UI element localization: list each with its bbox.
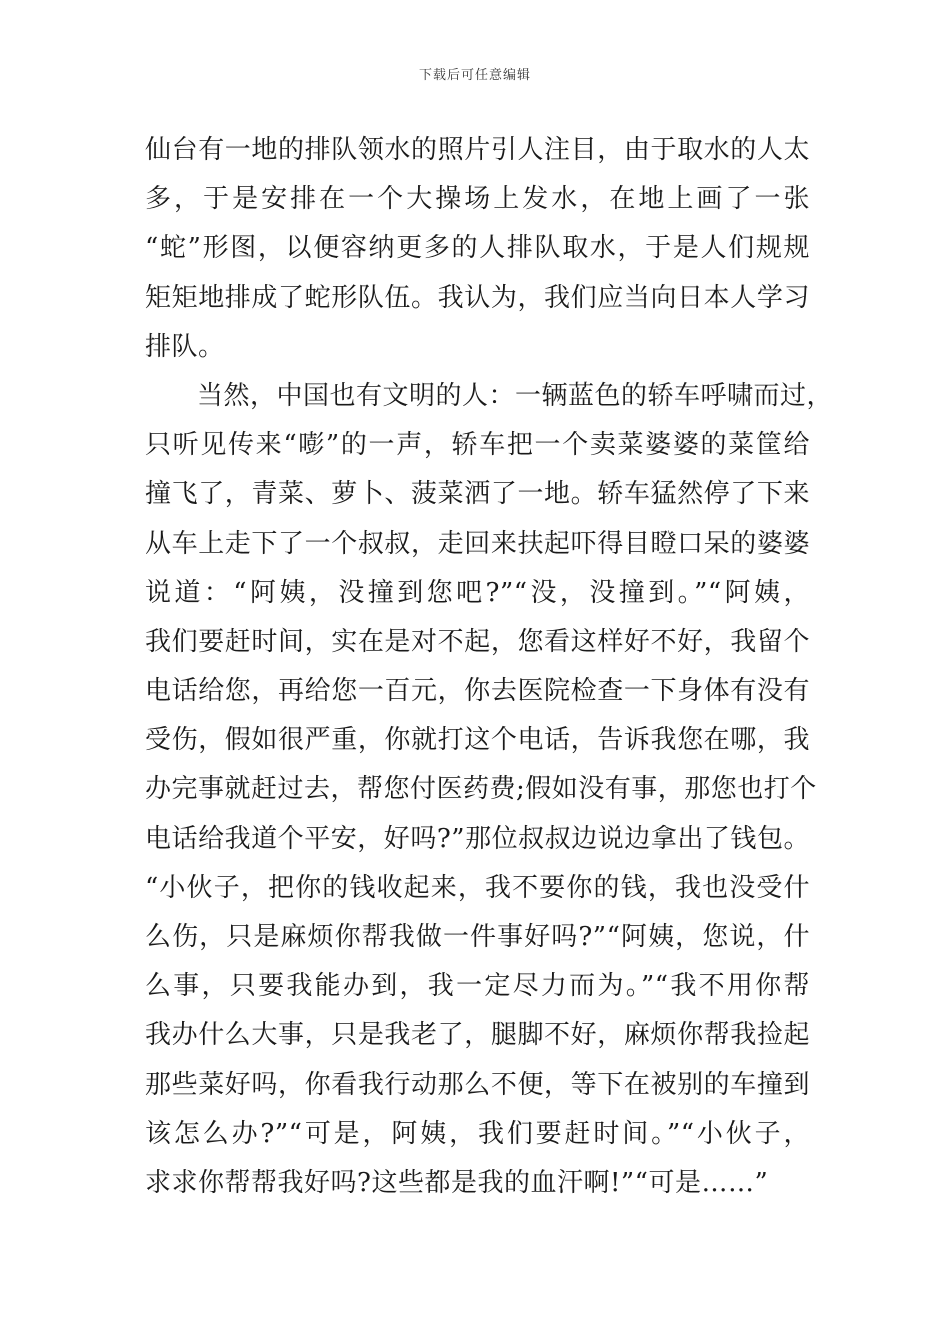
text-line: 从车上走下了一个叔叔，走回来扶起吓得目瞪口呆的婆婆 <box>145 528 810 559</box>
text-line: 那些菜好吗，你看我行动那么不便，等下在被别的车撞到 <box>145 1069 810 1100</box>
text-line: 多，于是安排在一个大操场上发水，在地上画了一张 <box>145 184 810 215</box>
text-line: 撞飞了，青菜、萝卜、菠菜洒了一地。轿车猛然停了下来 <box>145 479 810 510</box>
text-line: “小伙子，把你的钱收起来，我不要你的钱，我也没受什 <box>145 872 810 903</box>
text-line: 电话给我道个平安，好吗?”那位叔叔边说边拿出了钱包。 <box>145 823 810 854</box>
page-header: 下载后可任意编辑 <box>418 68 531 83</box>
text-line: 办完事就赶过去，帮您付医药费;假如没有事，那您也打个 <box>145 774 817 805</box>
text-line: 求求你帮帮我好吗?这些都是我的血汗啊!”“可是……” <box>145 1167 769 1198</box>
text-line: 矩矩地排成了蛇形队伍。我认为，我们应当向日本人学习 <box>145 282 810 313</box>
text-line: 么伤，只是麻烦你帮我做一件事好吗?”“阿姨，您说，什 <box>145 922 810 952</box>
text-line: 我办什么大事，只是我老了，腿脚不好，麻烦你帮我捡起 <box>145 1020 810 1051</box>
document-body <box>145 126 834 1208</box>
text-line: 受伤，假如很严重，你就打这个电话，告诉我您在哪，我 <box>145 725 810 756</box>
text-line: 说道：“阿姨，没撞到您吧?”“没，没撞到。”“阿姨， <box>145 577 810 608</box>
text-line: “蛇”形图，以便容纳更多的人排队取水，于是人们规规 <box>145 233 810 264</box>
text-line: 当然，中国也有文明的人：一辆蓝色的轿车呼啸而过， <box>197 380 834 411</box>
text-line: 么事，只要我能办到，我一定尽力而为。”“我不用你帮 <box>145 971 810 1002</box>
text-line: 该怎么办?”“可是，阿姨，我们要赶时间。”“小伙子， <box>145 1118 810 1149</box>
text-line: 仙台有一地的排队领水的照片引人注目，由于取水的人太 <box>145 135 810 165</box>
text-line: 排队。 <box>145 331 225 362</box>
text-line: 电话给您，再给您一百元，你去医院检查一下身体有没有 <box>145 676 810 707</box>
text-line: 我们要赶时间，实在是对不起，您看这样好不好，我留个 <box>145 626 810 657</box>
text-line: 只听见传来“嘭”的一声，轿车把一个卖菜婆婆的菜筐给 <box>145 430 810 461</box>
